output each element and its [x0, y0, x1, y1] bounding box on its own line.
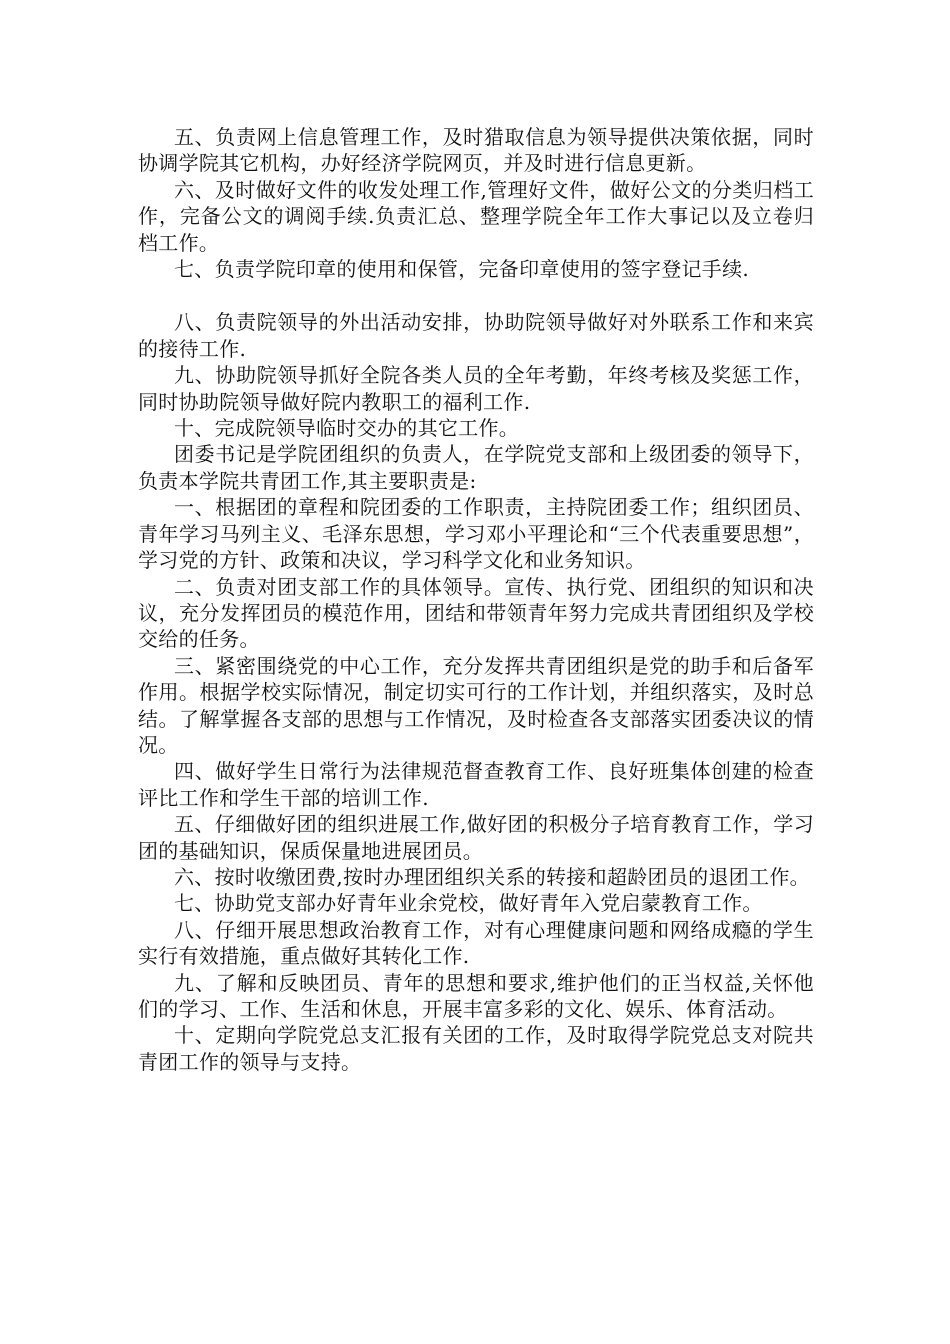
paragraph-league-duty-4: 四、做好学生日常行为法律规范督查教育工作、良好班集体创建的检查评比工作和学生干部的培训工作.: [138, 759, 814, 810]
paragraph-item-10: 十、完成院领导临时交办的其它工作。: [174, 416, 520, 441]
paragraph-league-duty-5: 五、仔细做好团的组织进展工作,做好团的积极分子培育教育工作，学习团的基础知识，保质保量地进展团员。: [138, 812, 814, 863]
paragraph-league-duty-10: 十、定期向学院党总支汇报有关团的工作，及时取得学院党总支对院共青团工作的领导与支持。: [138, 1023, 814, 1074]
paragraph-item-9: 九、协助院领导抓好全院各类人员的全年考勤，年终考核及奖惩工作，同时协助院领导做好院内教职工的福利工作.: [138, 363, 814, 414]
paragraph-league-duty-8: 八、仔细开展思想政治教育工作，对有心理健康问题和网络成瘾的学生实行有效措施，重点做好其转化工作.: [138, 917, 814, 969]
paragraph-league-duty-9: 九、了解和反映团员、青年的思想和要求,维护他们的正当权益,关怀他们的学习、工作、生活和休息，开展丰富多彩的文化、娱乐、体育活动。: [138, 970, 814, 1021]
paragraph-item-5: 五、负责网上信息管理工作，及时猎取信息为领导提供决策依据，同时协调学院其它机构，办好经济学院网页，并及时进行信息更新。: [138, 125, 814, 176]
paragraph-item-7: 七、负责学院印章的使用和保管，完备印章使用的签字登记手续.: [174, 257, 750, 282]
paragraph-item-8: 八、负责院领导的外出活动安排，协助院领导做好对外联系工作和来宾的接待工作.: [138, 310, 814, 361]
paragraph-league-duty-6: 六、按时收缴团费,按时办理团组织关系的转接和超龄团员的退团工作。: [174, 864, 810, 889]
paragraph-league-duty-3: 三、紧密围绕党的中心工作，充分发挥共青团组织是党的助手和后备军作用。根据学校实际情况，制定切实可行的工作计划，并组织落实，及时总结。了解掌握各支部的思想与工作情况，及时检查各支部落实团委决议的情况。: [138, 653, 814, 757]
document-body: [138, 124, 814, 1075]
paragraph-league-duty-7: 七、协助党支部办好青年业余党校，做好青年入党启蒙教育工作。: [174, 891, 763, 916]
paragraph-league-duty-2: 二、负责对团支部工作的具体领导。宣传、执行党、团组织的知识和决议，充分发挥团员的模范作用，团结和带领青年努力完成共青团组织及学校交给的任务。: [138, 574, 814, 652]
paragraph-item-6: 六、及时做好文件的收发处理工作,管理好文件，做好公文的分类归档工作，完备公文的调阅手续.负责汇总、整理学院全年工作大事记以及立卷归档工作。: [138, 177, 814, 255]
paragraph-league-secretary-intro: 团委书记是学院团组织的负责人，在学院党支部和上级团委的领导下，负责本学院共青团工作,其主要职责是:: [138, 442, 814, 493]
paragraph-league-duty-1: 一、根据团的章程和院团委的工作职责，主持院团委工作；组织团员、青年学习马列主义、毛泽东思想，学习邓小平理论和“三个代表重要思想”，学习党的方针、政策和决议，学习科学文化和业务知识。: [138, 495, 814, 573]
